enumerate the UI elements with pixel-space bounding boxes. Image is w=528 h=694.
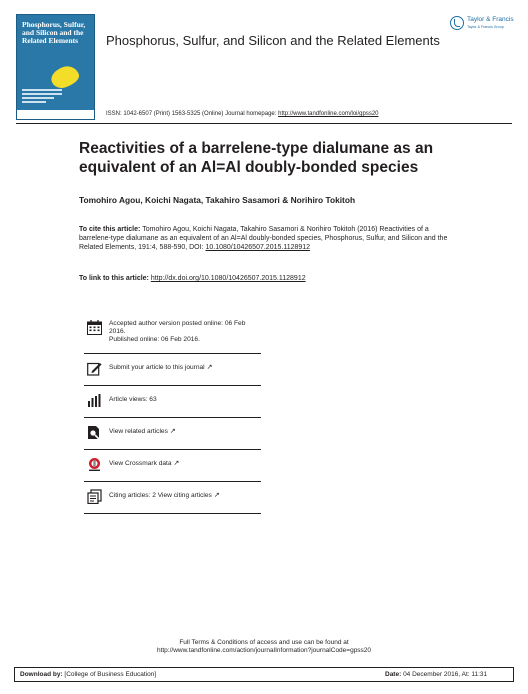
info-item-posted-online: [84, 313, 261, 354]
cover-text-lines: [22, 89, 62, 105]
header-divider: [16, 123, 512, 124]
download-value: [College of Business Education]: [62, 671, 157, 678]
article-info-list: [84, 313, 261, 514]
publisher-name: Taylor & Francis: [467, 16, 514, 23]
crossmark-icon: [86, 456, 102, 472]
publisher-logo[interactable]: [450, 14, 516, 36]
article-link-line: [79, 275, 306, 282]
date-label: Date:: [385, 671, 402, 678]
journal-homepage-link[interactable]: http://www.tandfonline.com/loi/gpss20: [278, 111, 379, 117]
citing-articles-icon: [86, 488, 102, 504]
bar-chart-icon: [86, 392, 102, 408]
terms-url[interactable]: http://www.tandfonline.com/action/journalInformation?journalCode=gpss20: [156, 647, 372, 655]
posted-online-text: Accepted author version posted online: 06 Feb 2016.: [109, 320, 246, 335]
taylor-francis-logo-icon: [450, 16, 464, 30]
cite-label: To cite this article:: [79, 226, 143, 233]
article-authors: Tomohiro Agou, Koichi Nagata, Takahiro Sasamori & Norihiro Tokitoh: [79, 195, 356, 205]
related-articles-link[interactable]: View related articles: [109, 428, 168, 435]
crossmark-data-link[interactable]: View Crossmark data: [109, 460, 172, 467]
cover-footer: [17, 110, 94, 119]
download-info-bar: [14, 667, 514, 682]
external-link-icon: ↗: [213, 492, 220, 499]
info-item-article-views: [84, 386, 261, 418]
submit-article-link[interactable]: Submit your article to this journal: [109, 364, 205, 371]
download-label: Download by:: [20, 671, 63, 678]
info-item-crossmark[interactable]: [84, 450, 261, 482]
cite-text: Tomohiro Agou, Koichi Nagata, Takahiro Sasamori & Norihiro Tokitoh (2016) Reactivities of a barrelene-type dialumane as an equivalent of an Al=Al doubly-bonded species, Phosphorus, Sulfur, and Silicon and the Related Elements, 191:4, 588-590, DOI:: [79, 226, 448, 251]
cover-title: Phosphorus, Sulfur, and Silicon and the Related Elements: [22, 20, 86, 45]
external-link-icon: ↗: [206, 364, 213, 371]
external-link-icon: ↗: [169, 428, 176, 435]
published-online-text: Published online: 06 Feb 2016.: [109, 336, 200, 343]
calendar-icon: [86, 319, 102, 335]
publisher-tagline: Taylor & Francis Group: [467, 25, 504, 29]
issn-text: ISSN: 1042-6507 (Print) 1563-5325 (Online) Journal homepage:: [106, 111, 279, 117]
terms-notice: [0, 639, 528, 656]
citation-block: [79, 225, 459, 252]
journal-cover-image: [16, 14, 95, 120]
terms-line: Full Terms & Conditions of access and use can be found at: [179, 639, 349, 646]
journal-name: Phosphorus, Sulfur, and Silicon and the Related Elements: [106, 33, 440, 48]
info-item-citing-articles[interactable]: [84, 482, 261, 514]
date-value: 04 December 2016, At: 11:31: [401, 671, 488, 678]
article-views-text: Article views: 63: [109, 396, 157, 403]
external-link-icon: ↗: [173, 460, 180, 467]
cover-illustration: [49, 63, 82, 91]
related-search-icon: [86, 424, 102, 440]
article-title: Reactivities of a barrelene-type dialumane as an equivalent of an Al=Al doubly-bonded species: [79, 140, 434, 176]
submit-edit-icon: [86, 360, 102, 376]
article-doi-url[interactable]: http://dx.doi.org/10.1080/10426507.2015.1128912: [150, 275, 306, 282]
link-label: To link to this article:: [79, 275, 151, 282]
citing-articles-link[interactable]: Citing articles: 2 View citing articles: [109, 492, 212, 499]
doi-link[interactable]: 10.1080/10426507.2015.1128912: [205, 244, 311, 251]
info-item-related-articles[interactable]: [84, 418, 261, 450]
info-item-submit-article[interactable]: [84, 354, 261, 386]
issn-line: [106, 111, 379, 117]
